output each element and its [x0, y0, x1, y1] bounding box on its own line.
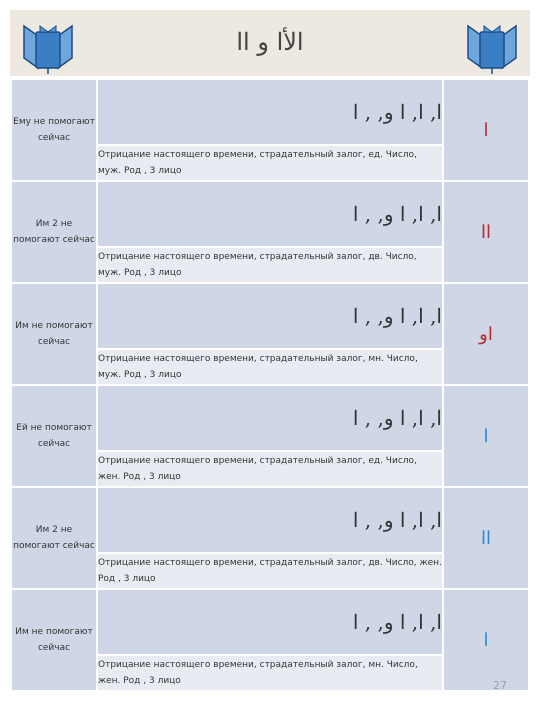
arabic-form: ا, ا, ا و, , ا — [97, 79, 443, 145]
table-row — [11, 385, 529, 451]
table-row — [11, 487, 529, 553]
slide-header — [10, 10, 530, 76]
pronoun-tag: اا — [443, 181, 529, 283]
russian-translation: Им не помогают сейчас — [11, 589, 97, 691]
table-row — [11, 589, 529, 655]
grammar-description: Отрицание настоящего времени, страдательный залог, ед. Число, муж. Род , 3 лицо — [97, 145, 443, 181]
russian-translation: Им 2 не помогают сейчас — [11, 487, 97, 589]
arabic-form: ا, ا, ا و, , ا — [97, 487, 443, 553]
grammar-description: Отрицание настоящего времени, страдательный залог, дв. Число, муж. Род , 3 лицо — [97, 247, 443, 283]
arabic-form: ا, ا, ا و, , ا — [97, 385, 443, 451]
conjugation-table — [10, 78, 530, 692]
pronoun-tag: اا — [443, 487, 529, 589]
table-row — [11, 283, 529, 349]
grammar-description: Отрицание настоящего времени, страдательный залог, мн. Число, муж. Род , 3 лицо — [97, 349, 443, 385]
book-emblem-icon — [464, 18, 520, 74]
slide-title: الأا و اا — [236, 28, 304, 56]
pronoun-tag: ا — [443, 589, 529, 691]
pronoun-tag: ا — [443, 79, 529, 181]
grammar-description: Отрицание настоящего времени, страдательный залог, ед. Число, жен. Род , 3 лицо — [97, 451, 443, 487]
grammar-description: Отрицание настоящего времени, страдательный залог, дв. Число, жен. Род , 3 лицо — [97, 553, 443, 589]
page-number: 27 — [493, 679, 507, 692]
arabic-form: ا, ا, ا و, , ا — [97, 283, 443, 349]
arabic-form: ا, ا, ا و, , ا — [97, 181, 443, 247]
pronoun-tag: ا — [443, 385, 529, 487]
russian-translation: Ему не помогают сейчас — [11, 79, 97, 181]
table-row — [11, 79, 529, 145]
table-row — [11, 181, 529, 247]
russian-translation: Им 2 не помогают сейчас — [11, 181, 97, 283]
pronoun-tag: او — [443, 283, 529, 385]
grammar-description: Отрицание настоящего времени, страдательный залог, мн. Число, жен. Род , 3 лицо — [97, 655, 443, 691]
russian-translation: Им не помогают сейчас — [11, 283, 97, 385]
russian-translation: Ей не помогают сейчас — [11, 385, 97, 487]
arabic-form: ا, ا, ا و, , ا — [97, 589, 443, 655]
